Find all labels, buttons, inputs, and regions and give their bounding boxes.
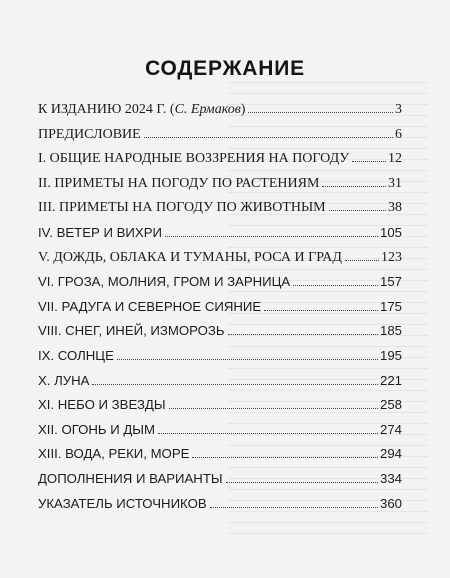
toc-entry-chapter-8[interactable]: [38, 321, 402, 346]
dot-leader: [117, 359, 378, 360]
toc-entry-author: С. Ермаков: [174, 102, 241, 117]
toc-entry-chapter-6[interactable]: [38, 272, 402, 297]
dot-leader: [322, 186, 386, 187]
toc-entry-chapter-7[interactable]: [38, 297, 402, 322]
dot-leader: [226, 482, 378, 483]
toc-entry-chapter-1[interactable]: [38, 149, 402, 174]
toc-page-number: 31: [388, 175, 402, 191]
page-title: СОДЕРЖАНИЕ: [145, 57, 305, 80]
dot-leader: [192, 457, 378, 458]
dot-leader: [144, 137, 393, 138]
toc-page-number: 258: [379, 397, 402, 413]
toc-entry-chapter-4[interactable]: [38, 223, 402, 248]
toc-page-number: 175: [379, 298, 402, 314]
toc-entry-chapter-10[interactable]: [38, 371, 402, 396]
toc-entry-label: VII. РАДУГА И СЕВЕРНОЕ СИЯНИЕ: [38, 298, 262, 314]
toc-entry-chapter-12[interactable]: [38, 420, 402, 445]
toc-page-number: 274: [379, 421, 402, 437]
toc-entry-chapter-11[interactable]: [38, 395, 402, 420]
toc-page-number: 3: [395, 102, 402, 117]
toc-entry-chapter-5[interactable]: [38, 248, 402, 273]
toc-page-number: 38: [388, 200, 402, 216]
toc-page-number: 185: [379, 323, 402, 339]
toc-entry-label: III. ПРИМЕТЫ НА ПОГОДУ ПО ЖИВОТНЫМ: [38, 200, 326, 216]
toc-entry-chapter-2[interactable]: [38, 174, 402, 199]
toc-entry-label: X. ЛУНА: [38, 372, 90, 388]
toc-entry-chapter-13[interactable]: [38, 444, 402, 469]
dot-leader: [352, 161, 386, 162]
dot-leader: [158, 433, 378, 434]
toc-entry-label: VIII. СНЕГ, ИНЕЙ, ИЗМОРОЗЬ: [38, 323, 225, 339]
toc-page-number: 6: [395, 126, 402, 142]
dot-leader: [293, 285, 378, 286]
dot-leader: [165, 236, 378, 237]
toc-page-number: 195: [379, 347, 402, 363]
toc-entry-chapter-3[interactable]: [38, 198, 402, 223]
toc-page-number: 157: [379, 274, 402, 290]
toc-entry-addenda[interactable]: [38, 469, 402, 494]
toc-page-number: 105: [379, 224, 402, 240]
toc-page-number: 221: [379, 372, 402, 388]
toc-entry-label: К ИЗДАНИЮ 2024 Г. (С. Ермаков): [38, 102, 246, 117]
toc-entry-label: VI. ГРОЗА, МОЛНИЯ, ГРОМ И ЗАРНИЦА: [38, 274, 291, 290]
toc-page-number: 294: [379, 446, 402, 462]
dot-leader: [248, 112, 393, 113]
toc-entry-label: II. ПРИМЕТЫ НА ПОГОДУ ПО РАСТЕНИЯМ: [38, 175, 320, 191]
toc-entry-label: УКАЗАТЕЛЬ ИСТОЧНИКОВ: [38, 495, 207, 511]
toc-entry-sources-index[interactable]: [38, 494, 402, 519]
toc-entry-label: I. ОБЩИЕ НАРОДНЫЕ ВОЗЗРЕНИЯ НА ПОГОДУ: [38, 151, 350, 167]
dot-leader: [169, 408, 378, 409]
dot-leader: [345, 260, 379, 261]
dot-leader: [329, 210, 386, 211]
toc-entry-chapter-9[interactable]: [38, 346, 402, 371]
toc-entry-label: XIII. ВОДА, РЕКИ, МОРЕ: [38, 446, 190, 462]
toc-entry-label: IV. ВЕТЕР И ВИХРИ: [38, 224, 162, 240]
toc-page-number: 12: [388, 151, 402, 167]
toc-entry-label: ПРЕДИСЛОВИЕ: [38, 126, 141, 142]
toc-entry-label: XII. ОГОНЬ И ДЫМ: [38, 421, 155, 437]
dot-leader: [92, 384, 378, 385]
toc-page-number: 360: [379, 495, 402, 511]
toc-entry-label: IX. СОЛНЦЕ: [38, 347, 114, 363]
toc-entry-label: ДОПОЛНЕНИЯ И ВАРИАНТЫ: [38, 470, 223, 486]
toc-page-number: 123: [381, 249, 402, 265]
toc-page-number: 334: [379, 470, 402, 486]
dot-leader: [228, 334, 378, 335]
toc-entry-edition-2024[interactable]: [38, 100, 402, 125]
table-of-contents: [38, 100, 402, 518]
toc-entry-label: V. ДОЖДЬ, ОБЛАКА И ТУМАНЫ, РОСА И ГРАД: [38, 249, 342, 265]
dot-leader: [210, 507, 378, 508]
dot-leader: [264, 310, 378, 311]
toc-entry-label: XI. НЕБО И ЗВЕЗДЫ: [38, 397, 166, 413]
toc-entry-preface[interactable]: [38, 125, 402, 150]
